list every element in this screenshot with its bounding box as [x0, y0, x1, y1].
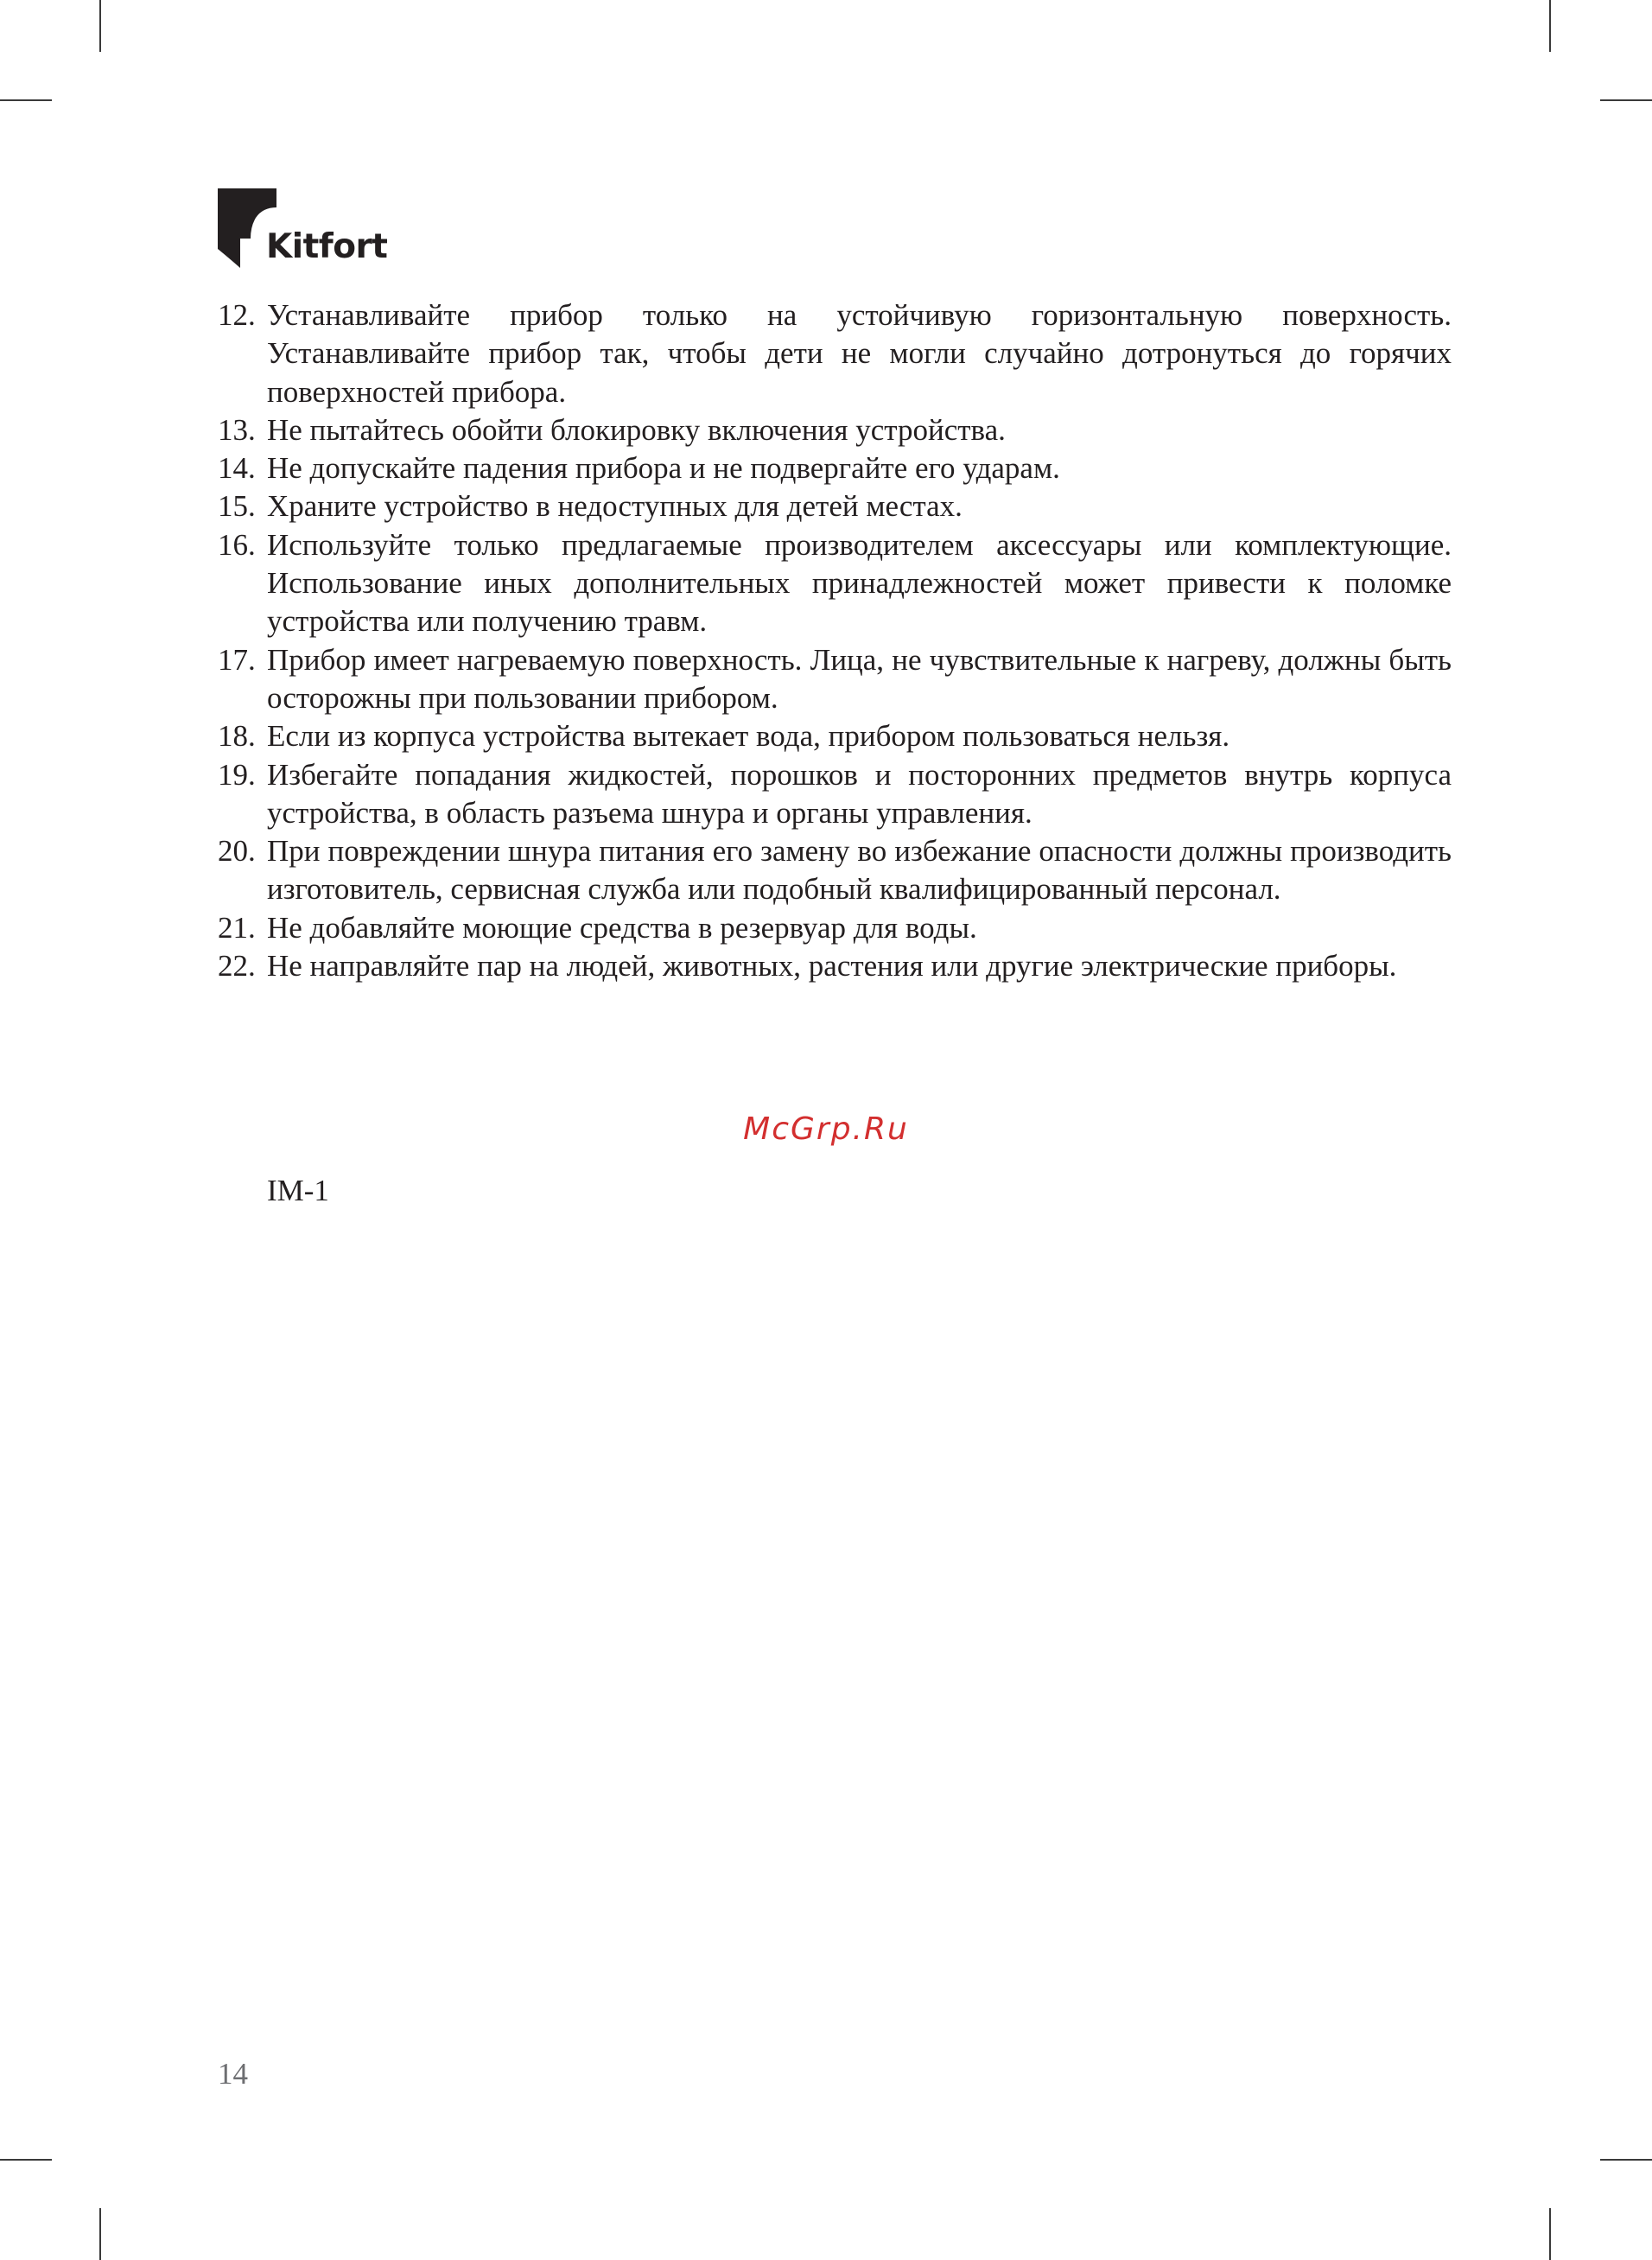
list-item [218, 756, 1452, 833]
crop-mark-top-right [1549, 0, 1551, 52]
crop-mark-top-left [99, 0, 101, 52]
list-item-text: Если из корпуса устройства вытекает вода, прибором пользоваться нельзя. [267, 719, 1230, 754]
list-item [218, 909, 1452, 947]
list-item-text: Не пытайтесь обойти блокировку включения устройства. [267, 412, 1006, 447]
list-item-text: Прибор имеет нагреваемую поверхность. Лица, не чувствительные к нагреву, должны быть осторожны при пользовании прибором. [267, 642, 1452, 715]
list-item [218, 717, 1452, 755]
list-item [218, 641, 1452, 718]
list-item-text: Храните устройство в недоступных для детей местах. [267, 489, 963, 524]
crop-mark-bottom-left [0, 2159, 52, 2161]
list-item-text: Избегайте попадания жидкостей, порошков и посторонних предметов внутрь корпуса устройства, в область разъема шнура и органы управления. [267, 757, 1452, 830]
list-item-number: 14. [218, 451, 256, 486]
list-item-text: Не допускайте падения прибора и не подвергайте его ударам. [267, 451, 1060, 486]
list-item-number: 16. [218, 527, 256, 562]
list-item-text: Устанавливайте прибор только на устойчивую горизонтальную поверхность. Устанавливайте прибор так, чтобы дети не могли случайно дотронуться до горячих поверхностей прибора. [267, 298, 1452, 409]
crop-mark-bottom-left [99, 2208, 101, 2260]
crop-mark-bottom-right [1600, 2159, 1652, 2161]
list-item-number: 19. [218, 757, 256, 792]
model-code: IM-1 [267, 1174, 329, 1207]
list-item [218, 526, 1452, 641]
list-item [218, 411, 1452, 449]
list-item [218, 449, 1452, 487]
list-item-text: Используйте только предлагаемые производителем аксессуары или комплектующие. Использование иных дополнительных принадлежностей может привести к поломке устройства или получению травм. [267, 527, 1452, 639]
list-item-number: 22. [218, 949, 256, 984]
page-number: 14 [218, 2057, 248, 2091]
list-item-number: 18. [218, 719, 256, 754]
list-item-number: 21. [218, 910, 256, 945]
list-item-number: 15. [218, 489, 256, 524]
crop-mark-top-right [1600, 99, 1652, 101]
list-item [218, 487, 1452, 525]
list-item-text: Не направляйте пар на людей, животных, растения или другие электрические приборы. [267, 949, 1397, 984]
list-item-text: При повреждении шнура питания его замену во избежание опасности должны производить изготовитель, сервисная служба или подобный квалифицированный персонал. [267, 834, 1452, 907]
list-item-text: Не добавляйте моющие средства в резервуар для воды. [267, 910, 977, 945]
list-item-number: 20. [218, 834, 256, 869]
crop-mark-bottom-right [1549, 2208, 1551, 2260]
brand-logo [218, 188, 391, 275]
watermark-text: McGrp.Ru [743, 1111, 909, 1147]
list-item [218, 947, 1452, 985]
safety-rules-list [218, 296, 1452, 985]
list-item-number: 12. [218, 298, 256, 332]
list-item [218, 832, 1452, 909]
crop-mark-top-left [0, 99, 52, 101]
list-item-number: 17. [218, 642, 256, 677]
list-item-number: 13. [218, 412, 256, 447]
brand-name: Kitfort [266, 227, 388, 266]
list-item [218, 296, 1452, 411]
